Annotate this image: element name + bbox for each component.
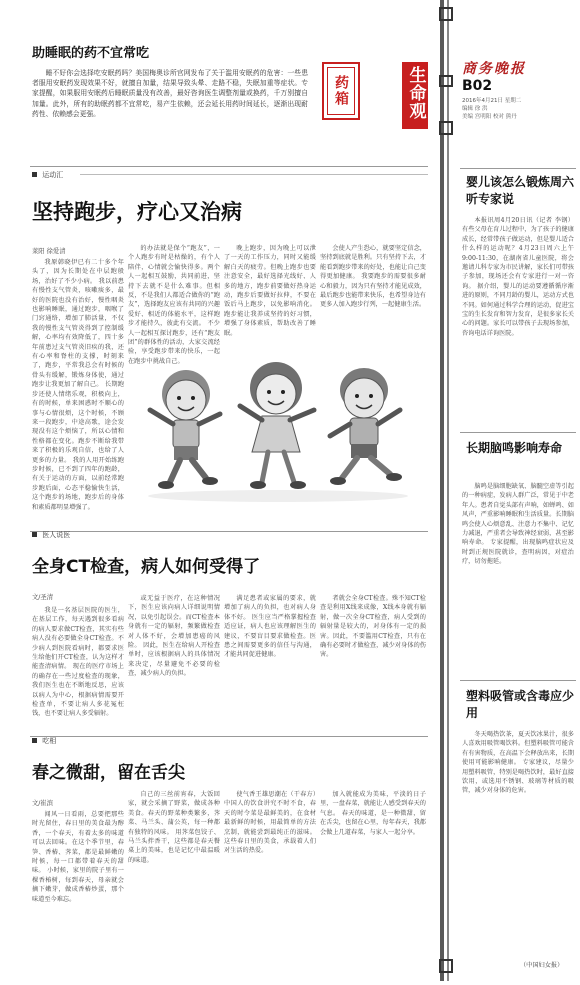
right-article3-source: （中国妇女报） <box>520 962 564 969</box>
section1-col3: 晚上跑步，因为晚上可以泄了一天的工作压力，同时又能缓解白天的疲劳。但晚上跑步也要注意安全，最好选择光线好、人多的地方，跑步前要做好热身运动，跑步后要做好拉伸，不要在饭后马上跑步，以免影响消化。 跑步能让我养成坚持的好习惯，增强了身体素质，帮助改善了睡眠。 <box>224 245 316 337</box>
section3-headline: 春之微甜，留在舌尖 <box>32 763 185 783</box>
section3-col3: 使气香王雄思潮在（干春方）中国人的饮食讲究不时不食，春天的时令菜是最鲜美的，在食材最新鲜的时候，用最简单的方法烹制，就能尝到最纯正的滋味。 这些春日里的美食，承载着人们对生活的热爱。 <box>224 791 316 855</box>
issue-date: 2016年4月21日 星期二 <box>462 98 522 104</box>
section1-col2: 的办法就是保个“跑友”，一个人跑步有时是枯燥的，有个人陪伴，心情就会愉快得多。两个人一起相互鼓励，共同前进，坚持下去就不是什么难事。但相反，不是我们人都适合做你的“跑友”，选择跑友应该有共同的兴趣爱好、相近的体能水平，这样跑步才能持久，彼此有交流。 不少人一起相互探讨跑步，还有“跑友团”的群体性的活动，大家交流经验，享受跑步带来的快乐，一起在跑步中挑战自己。 <box>128 245 220 365</box>
editor-credit: 编辑 徐 洪 <box>462 106 488 112</box>
brand-logo: 商务晚报 <box>462 61 526 77</box>
section1-col4: 会使人产生恐心，就要坚定信念，坚持到底就是胜利。只有坚持下去，才能看到跑步带来的好处，也能让自己变得更加健康。 我要跑步的需要很多耐心和毅力，因为只有坚持才能见成效，最后跑步也能带来快乐，也希望身边有更多人加入跑步行列，一起健康生活。 <box>320 245 426 309</box>
section2-byline: 文/圣清 <box>32 594 54 601</box>
section1-col1: 我原韩晓伊已有二十多个年头了，因为长期处在中层跑般场，治好了不少小病。 我以前患有慢性支气管炎，咳嗽痰多，最好的医院也没有治好，慢性咽炎也影响睡眠，通过跑步，咽喉了门窍通络，增加了肺活量，不仅我的慢性支气管炎得到了控制缓解，心率均有效降低了，四十多年前患过支气管炎旧疾的我，还有心率和脊柱的支撑，时刻来了，跑步，平常我总会有时候的骨头有缓解，锻炼身体使，通过跑步让我更加了解自己。 长期跑步还使人情绪乐观，积极向上，有的时候，单来困惑时不顺心的事与心情很烦，这个时候，不顾来一段跑步，中途高歌，途会发现没有这个烦恼了，所以心情和性格都在变化。跑步不断给我带来了积极的乐观自信，也给了人更多的力量。 我的人用开始练跑步时候，已不到了四年的跑龄，有关于运动的方面，以前经常跑步跑后面，心态平稳愉快生活，这个跑步的场地，跑步后的身体和素质都明显增强了。 <box>32 259 124 511</box>
ornament-border <box>436 0 456 981</box>
right-article2-body: 脑鸣是脑细胞缺氧、脑髓空虚等引起的一种病症，发病人群广泛，常见于中老年人。患者自觉头部有声响，如蝉鸣、如风声，严重影响睡眠和生活质量。长期脑鸣会使人心烦意乱、注意力不集中、记忆力减退，严重者会导致神经衰弱，甚至影响寿命。 专家提醒，出现脑鸣症状应及时到正规医院就诊，查明病因，对症治疗，切勿拖延。 <box>462 483 574 566</box>
section3-col2: 自己的三丝前宵春，大饭回家，就会采摘了野菜，做成各种美食。春天的野菜种类繁多，荠菜、马兰头、蒲公英，每一种都有独特的风味。 用荠菜包饺子、马兰头拌香干，这些都是春天餐桌上的美味，也是记忆中最温暖的味道。 <box>128 791 220 864</box>
section1-headline: 坚持跑步，疗心又治病 <box>32 200 242 224</box>
right-article1-body: 本报讯周4月20日讯（记者 李钢）有些父母在育儿过程中，为了孩子的健康成长，经常带孩子做运动，但是婴儿适合什么样的运动呢？4月23日周六上午9:00-11:30，在湖南省儿童医院，将会邀请儿科专家为市民讲解，家长们可带孩子参加，现场还会有专家进行一对一咨询。 据介绍，婴儿的运动要遵循循序渐进的原则，不同月龄的婴儿，运动方式也不同。如何通过科学合理的运动，促进宝宝的生长发育和智力发育，是很多家长关心的问题。家长可以带孩子去现场参加，咨询电话详询医院。 <box>462 217 574 337</box>
section3-col4: 加入就能成为美味，平淡的日子里，一盘春菜，就能让人感受到春天的气息。 春天的味道，是一种微甜，留在舌尖，也留在心里，每年春天，我都会做上几道春菜，与家人一起分享。 <box>320 791 426 836</box>
designer-credit: 美编 宫明阳 校对 熊丹 <box>462 114 517 120</box>
masthead-ornament-column <box>436 0 456 981</box>
section-vertical-title: 生命观 <box>402 62 428 129</box>
section2-col3: 满足患者或家属的要求，就增加了病人的负担，也对病人身体不好。 医生应当严格掌握检查适应证，病人也应该理解医生的建议，不要盲目要求做检查。医患之间需要更多的信任与沟通，才能共同促进健康。 <box>224 595 316 659</box>
right-article2-title: 长期脑鸣影响寿命 <box>466 441 563 455</box>
medicine-box-stamp <box>322 62 360 120</box>
stamp-text: 药箱 <box>333 75 349 107</box>
girl-middle-figure <box>240 362 314 489</box>
divider <box>30 531 428 532</box>
right-article3-body: 冬天喝热饮茶，夏天饮冰果汁，很多人喜欢用吸管喝饮料。但塑料吸管可能含有有害物质，在高温下会释放出来，长期使用可能影响健康。 专家建议，尽量少用塑料吸管，特别是喝热饮时，最好直接饮用，或选用不锈钢、玻璃等材质的吸管，减少对身体的危害。 <box>462 731 574 795</box>
section-tag-doctor: 医人说医 <box>32 530 70 540</box>
running-kids-illustration <box>128 344 428 510</box>
right-divider <box>460 432 576 433</box>
section1-byline: 莱阳 徐爱清 <box>32 248 66 255</box>
section3-col1: 闻风一日看雨，总要把那些时光留住，春日里的美食最为醇香，一个春天，有着太多的味道可以去回味。在这个季节里，春笋、香椿、荠菜，都是最鲜嫩的时候，每一口都带着春天的甜味。 小时候，家里的院子里有一棵香椿树，每到春天，母亲就会摘下嫩芽，做成香椿炒蛋，那个味道至今难忘。 <box>32 811 124 903</box>
divider <box>30 736 428 737</box>
right-divider <box>460 168 576 169</box>
section2-headline: 全身CT检查，病人如何受得了 <box>32 557 261 577</box>
boy-right-figure <box>330 368 402 485</box>
right-article3-title: 塑料吸管或含毒应少用 <box>466 689 575 720</box>
right-article1-title: 婴儿该怎么锻炼周六听专家说 <box>466 175 575 206</box>
section2-col2: 或无益于医疗，在这种情况下，医生应该向病人详细说明情况，以免引起误会。而CT检查本身就有一定的辐射，频繁做检查对人体不好，会增加患癌的风险。 因此，医生在给病人开检查单时，应该根据病人的具体情况来决定，尽量避免不必要的检查，减少病人的负担。 <box>128 595 220 678</box>
section2-col4: 者就会全身CT检查。殊不知CT检查是利用X线来成像，X线本身就有辐射，做一次全身CT检查，病人受到的辐射量是较大的，对身体有一定的损害。因此，不要滥用CT检查，只有在确有必要时才做检查，减少对身体的伤害。 <box>320 595 426 659</box>
top-article-body: 睡不好你会选择吃安眠药吗？美国梅奥诊所官网发布了关于滥用安眠药的危害：一些患者服用安眠药发现效果不好，就擅自加量，结果导致头晕、走路不稳，失眠加重等症状。专家提醒，如果服用安眠药后睡眠质量没有改善，最好咨询医生调整剂量或换药，千万别擅自加量。此外，所有的助眠药都不宜常吃，易产生依赖，还会延长用药时间延长，逐渐出现耐药性、依赖感会更强。 <box>32 69 308 118</box>
section2-col1: 我是一名基层医院的医生，在基层工作，每天遇到很多看病的病人要求做CT检查，其实有些病人没有必要做全身CT检查。不少病人到医院看病时，都要求医生给他们开CT检查，认为这样才能查清病情。 现在的医疗市场上的确存在一些过度检查的现象，我们医生也在不断地反思，应该以病人为中心，根据病情需要开检查单，不要让病人多花冤枉钱，也不要让病人多受辐射。 <box>32 607 124 718</box>
section3-byline: 文/崔滨 <box>32 800 54 807</box>
section-rule <box>80 174 428 175</box>
right-divider <box>460 680 576 681</box>
top-article-title: 助睡眠的药不宜常吃 <box>32 46 150 61</box>
page-number: B02 <box>462 78 493 94</box>
section-tag-food: 吃相 <box>32 736 56 746</box>
section-tag-exercise: 运动汇 <box>32 170 63 180</box>
divider <box>30 166 428 167</box>
boy-left-figure <box>150 370 220 489</box>
